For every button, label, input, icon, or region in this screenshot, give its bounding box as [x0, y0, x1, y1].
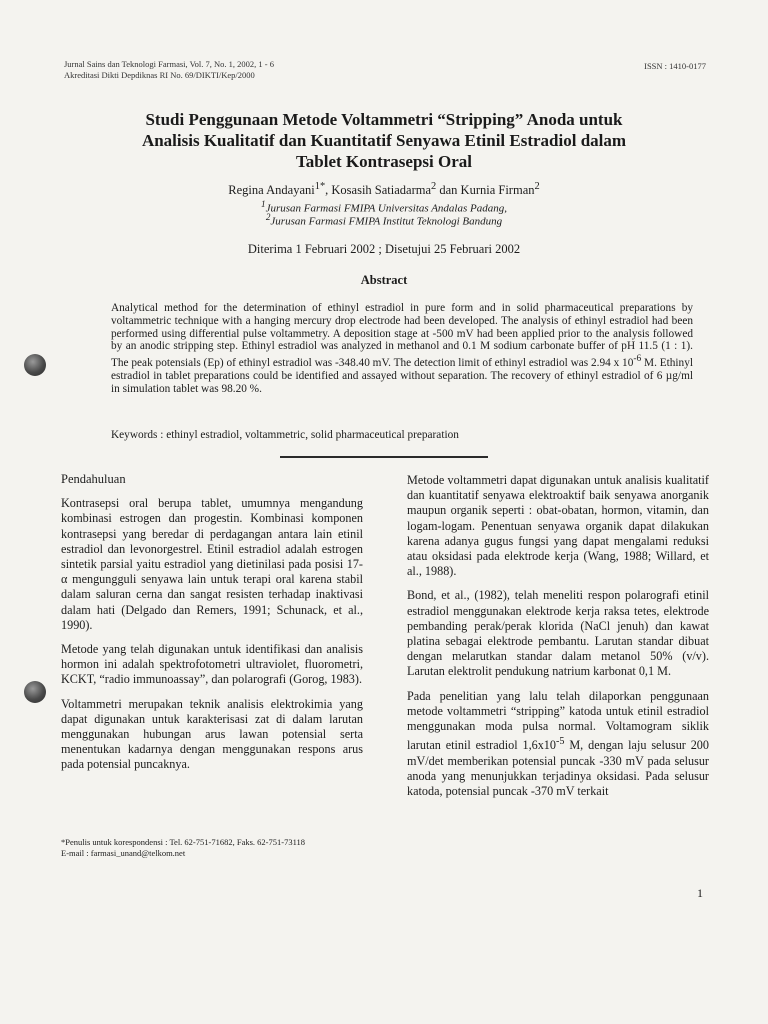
abstract-heading: Abstract	[360, 273, 408, 287]
paragraph: Metode voltammetri dapat digunakan untuk analisis kualitatif dan kuantitatif senyawa elektroaktif baik senyawa anorganik maupun organik seperti : obat-obatan, hormon, vitamin, dan logam-logam. Penentuan senyawa organik dapat dilakukan karena adanya gugus fungsi yang dapat mengalami reduksi atau oksidasi pada elektrode kerja (Wang, 1988; Willard, et al., 1988).	[407, 473, 709, 579]
section-heading: Pendahuluan	[61, 472, 126, 486]
journal-accreditation: Akreditasi Dikti Depdiknas RI No. 69/DIKTI/Kep/2000	[64, 69, 255, 80]
paragraph: Pada penelitian yang lalu telah dilaporkan penggunaan metode voltammetri “stripping” katoda untuk etinil estradiol menggunakan moda pulsa normal. Voltamogram siklik larutan etinil estradiol $1,6x10^{-5}$ M, dengan laju selusur 200 mV/det memberikan potensial puncak -330 mV pada selusur anoda yang menunjukkan terjadinya oksidasi. Pada selusur katoda, potensial puncak -370 mV terkait	[407, 688, 709, 798]
corresponding-author-footnote: *Penulis untuk korespondensi : Tel. 62-751-71682, Faks. 62-751-73118 E-mail : farmasi_unand@telkom.net	[61, 837, 381, 859]
email-address: E-mail : farmasi_unand@telkom.net	[61, 848, 186, 858]
author-name: Regina Andayani	[228, 183, 315, 198]
issn: ISSN : 1410-0177	[644, 61, 706, 71]
author-conjunction: dan	[439, 183, 458, 198]
author-name: Kosasih Satiadarma	[331, 183, 432, 198]
left-column	[61, 472, 363, 782]
author-name: Kurnia Firman	[460, 183, 535, 198]
paragraph: Metode yang telah digunakan untuk identifikasi dan analisis hormon ini adalah spektrofotometri ultraviolet, fluorometri, KCKT, “radio immunoassay”, dan polarografi (Gorog, 1983).	[61, 642, 363, 687]
paragraph: Voltammetri merupakan teknik analisis elektrokimia yang dapat digunakan untuk karakterisasi zat di dalam larutan menggunakan hubungan arus lawan potensial serta menentukan kadarnya dengan menggunakan respons arus pada potensial puncaknya.	[61, 696, 363, 772]
paragraph: Bond, et al., (1982), telah meneliti respon polarografi etinil estradiol menggunakan elektrode kerja raksa tetes, elektrode pembanding perak/perak klorida (NaCl jenuh) dan kawat platina sebagai elektrode pembantu. Larutan standar dibuat dengan melarutkan standar dalam metanol 50% (v/v). Larutan elektrolit pendukung natrium karbonat 0,1 M.	[407, 588, 709, 679]
abstract-body: Analytical method for the determination of ethinyl estradiol in pure form and in solid pharmaceutical preparations by voltammetric technique with a hanging mercury drop electrode had been developed. The analysis of ethinyl estradiol had been performed using differential pulse voltammetry. A deposition stage at -500 mV had been applied prior to the analysis followed by an anodic stripping step. Ethinyl estradiol was analyzed in methanol and 0.1 M sodium carbonate buffer of pH 11.5 (1 : 1). The peak potensials (Ep) of ethinyl estradiol was -348.40 mV. The detection limit of ethinyl estradiol was 2.94 x $10^{-6}$ M. Ethinyl estradiol in tablet preparations could be identified and assayed without separation. The recovery of ethinyl estradiol of 6 µg/ml in simulation tablet was 98.20 %.	[111, 302, 693, 395]
right-column	[407, 473, 709, 808]
page-number: 1	[697, 886, 703, 900]
journal-citation: Jurnal Sains dan Teknologi Farmasi, Vol. 7, No. 1, 2002, 1 - 6	[64, 59, 275, 69]
author-list: Regina Andayani$^{1*}$, Kosasih Satiadarma$^2$ dan Kurnia Firman$^2$	[228, 181, 540, 198]
author-sup: 2	[431, 181, 437, 192]
section-divider	[280, 456, 488, 458]
received-accepted-dates: Diterima 1 Februari 2002 ; Disetujui 25 Februari 2002	[247, 242, 521, 256]
affiliation: $^1$Jurusan Farmasi FMIPA Universitas Andalas Padang,	[261, 199, 507, 215]
binder-hole	[24, 681, 46, 703]
affiliation: $^2$Jurusan Farmasi FMIPA Institut Teknologi Bandung	[265, 212, 503, 228]
binder-hole	[24, 354, 46, 376]
author-sup: 1*	[314, 181, 326, 192]
journal-info	[64, 59, 274, 80]
author-sup: 2	[534, 181, 540, 192]
keywords: Keywords : ethinyl estradiol, voltammetric, solid pharmaceutical preparation	[111, 429, 459, 441]
paragraph: Kontrasepsi oral berupa tablet, umumnya mengandung kombinasi estrogen dan progestin. Kombinasi komponen kontrasepsi yang beredar di perdagangan antara lain etinil estradiol dan levonorgestrel. Etinil estradiol adalah estrogen sintetik parsial yaitu estradiol yang dietinilasi pada posisi 17-α mengungguli senyawa lain untuk terapi oral karena stabil dalam saluran cerna dan sangat resisten terhadap inaktivasi dalam hati (Delgado dan Remers, 1991; Schunack, et al., 1990).	[61, 496, 363, 632]
paper-title: Studi Penggunaan Metode Voltammetri “Stripping” Anoda untuk Analisis Kualitatif dan Kuantitatif Senyawa Etinil Estradiol dalam Tablet Kontrasepsi Oral	[141, 110, 627, 171]
